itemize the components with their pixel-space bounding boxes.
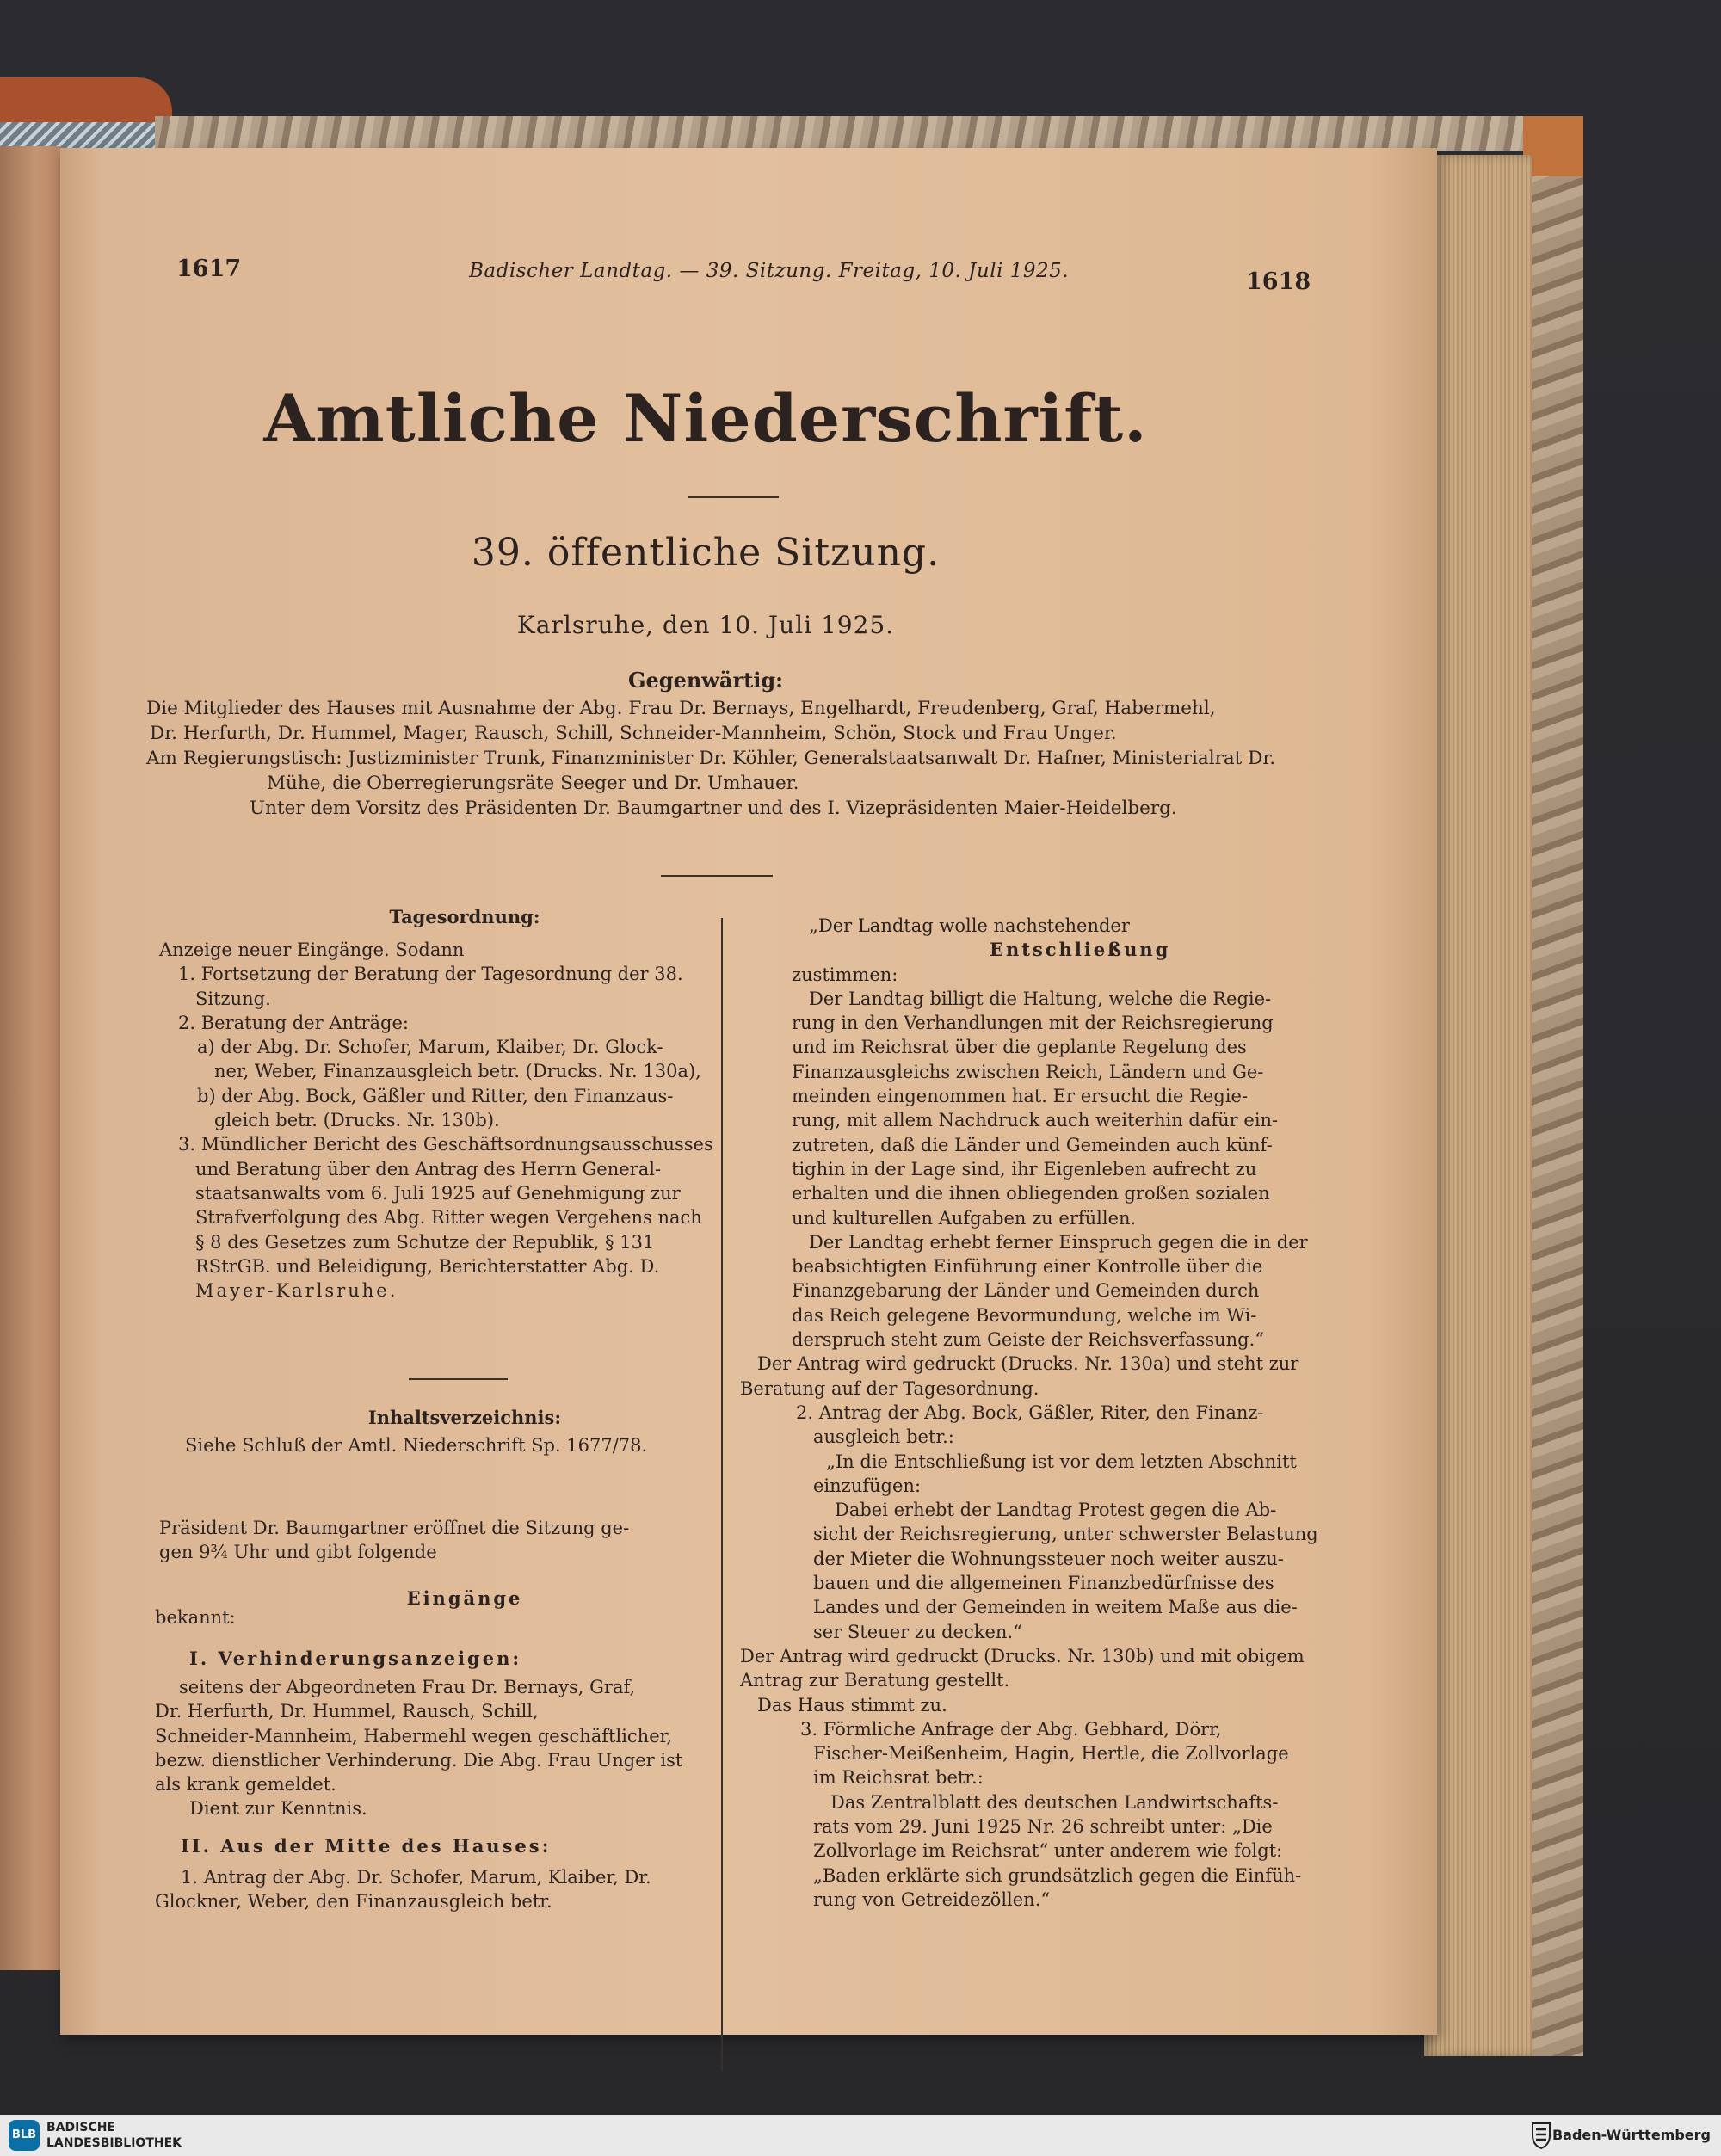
right-line: Der Antrag wird gedruckt (Drucks. Nr. 130b) und mit obigem xyxy=(740,1645,1305,1666)
right-line: Antrag zur Beratung gestellt. xyxy=(740,1670,1010,1691)
agenda-line: gleich betr. (Drucks. Nr. 130b). xyxy=(214,1110,500,1131)
right-line: Landes und der Gemeinden in weitem Maße aus die- xyxy=(813,1597,1298,1618)
bekannt-label: bekannt: xyxy=(155,1607,236,1628)
present-line: Die Mitglieder des Hauses mit Ausnahme der Abg. Frau Dr. Bernays, Engelhardt, Freudenberg, Graf, Habermehl, xyxy=(146,698,1216,719)
section-1-body xyxy=(155,1675,766,1821)
right-line: 2. Antrag der Abg. Bock, Gäßler, Riter, den Finanz- xyxy=(796,1401,1264,1423)
agenda-line: und Beratung über den Antrag des Herrn General- xyxy=(195,1158,662,1180)
right-line: zutreten, daß die Länder und Gemeinden auch künf- xyxy=(792,1134,1273,1155)
present-line: Mühe, die Oberregierungsräte Seeger und Dr. Umhauer. xyxy=(267,773,799,794)
section-1-line: Schneider-Mannheim, Habermehl wegen geschäftlicher, xyxy=(155,1725,673,1746)
right-column xyxy=(740,914,1360,1912)
agenda-line: § 8 des Gesetzes zum Schutze der Republik, § 131 xyxy=(195,1231,655,1253)
toc-heading: Inhaltsverzeichnis: xyxy=(367,1407,562,1428)
right-line: 3. Förmliche Anfrage der Abg. Gebhard, Dörr, xyxy=(800,1718,1222,1740)
right-line: das Reich gelegene Bevormundung, welche im Wi- xyxy=(792,1304,1257,1326)
agenda-line: Mayer-Karlsruhe. xyxy=(195,1280,398,1302)
right-line: tighin in der Lage sind, ihr Eigenleben aufrecht zu xyxy=(792,1158,1257,1180)
right-line: Der Antrag wird gedruckt (Drucks. Nr. 130a) und steht zur xyxy=(757,1353,1299,1375)
agenda-line: 1. Fortsetzung der Beratung der Tagesordnung der 38. xyxy=(178,964,683,985)
book-cover-corner xyxy=(1523,116,1583,176)
page-title: Amtliche Niederschrift. xyxy=(263,380,1148,457)
right-line: ser Steuer zu decken.“ xyxy=(813,1621,1022,1642)
right-line: Finanzgebarung der Länder und Gemeinden durch xyxy=(792,1280,1260,1302)
agenda-line: b) der Abg. Bock, Gäßler und Ritter, den Finanzaus- xyxy=(197,1085,674,1106)
right-line: meinden eingenommen hat. Er ersucht die Regie- xyxy=(792,1086,1249,1107)
right-line: „Baden erklärte sich grundsätzlich gegen die Einfüh- xyxy=(813,1864,1302,1886)
right-line: bauen und die allgemeinen Finanzbedürfnisse des xyxy=(813,1573,1274,1594)
right-line: Dabei erhebt der Landtag Protest gegen die Ab- xyxy=(835,1500,1277,1521)
agenda-line: ner, Weber, Finanzausgleich betr. (Drucks. Nr. 130a), xyxy=(214,1061,701,1082)
agenda-line: staatsanwalts vom 6. Juli 1925 auf Genehmigung zur xyxy=(195,1182,681,1204)
toc-line: Siehe Schluß der Amtl. Niederschrift Sp. 1677/78. xyxy=(185,1435,648,1456)
present-line: Am Regierungstisch: Justizminister Trunk, Finanzminister Dr. Köhler, Generalstaatsanwalt Dr. Hafner, Ministerialrat Dr. xyxy=(146,748,1276,769)
present-block xyxy=(146,696,1368,821)
right-line: derspruch steht zum Geiste der Reichsverfassung.“ xyxy=(792,1329,1265,1351)
opening-paragraph xyxy=(159,1516,762,1565)
book-cover-edge xyxy=(1532,120,1583,2056)
right-line: Das Zentralblatt des deutschen Landwirtschafts- xyxy=(830,1791,1279,1813)
present-line: Dr. Herfurth, Dr. Hummel, Mager, Rausch, Schill, Schneider-Mannheim, Schön, Stock und Frau Unger. xyxy=(150,723,1117,744)
right-page-number: 1618 xyxy=(1246,268,1311,295)
book-cover-top xyxy=(155,116,1549,151)
document-page xyxy=(60,148,1437,2035)
right-line: und kulturellen Aufgaben zu erfüllen. xyxy=(792,1207,1137,1229)
right-line: Der Landtag billigt die Haltung, welche die Regie- xyxy=(809,988,1272,1009)
right-line: Zollvorlage im Reichsrat“ unter anderem wie folgt: xyxy=(813,1840,1283,1862)
agenda-line: RStrGB. und Beleidigung, Berichterstatter Abg. D. xyxy=(195,1255,660,1277)
right-line: einzufügen: xyxy=(813,1475,922,1496)
section-2-heading: II. Aus der Mitte des Hauses: xyxy=(181,1835,552,1857)
agenda-line: Sitzung. xyxy=(195,988,271,1009)
library-logo: BLB xyxy=(9,2120,40,2151)
right-line: im Reichsrat betr.: xyxy=(813,1767,984,1789)
page-edges xyxy=(1424,155,1532,2056)
right-line: Das Haus stimmt zu. xyxy=(757,1694,947,1716)
left-page-number: 1617 xyxy=(176,256,242,282)
right-line: rung, mit allem Nachdruck auch weiterhin dafür ein- xyxy=(792,1110,1279,1131)
column-rule xyxy=(409,1378,508,1380)
library-name-line2: LANDESBIBLIOTHEK xyxy=(46,2136,182,2150)
right-line: rung in den Verhandlungen mit der Reichsregierung xyxy=(792,1013,1274,1034)
column-divider xyxy=(721,918,723,2071)
resolution-intro: „Der Landtag wolle nachstehender xyxy=(809,915,1130,936)
section-1-line: bezw. dienstlicher Verhinderung. Die Abg. Frau Unger ist xyxy=(155,1749,683,1771)
right-line: rung von Getreidezöllen.“ xyxy=(813,1888,1051,1910)
right-line: Beratung auf der Tagesordnung. xyxy=(740,1377,1039,1399)
right-line: sicht der Reichsregierung, unter schwerster Belastung xyxy=(813,1524,1318,1545)
section-2-line: Glockner, Weber, den Finanzausgleich betr. xyxy=(155,1891,552,1913)
right-line: erhalten und die ihnen obliegenden großen sozialen xyxy=(792,1183,1270,1204)
agenda-line: a) der Abg. Dr. Schofer, Marum, Klaiber, Dr. Glock- xyxy=(197,1037,663,1058)
section-1-line: seitens der Abgeordneten Frau Dr. Bernays, Graf, xyxy=(179,1677,636,1697)
title-rule xyxy=(688,496,779,498)
resolution-heading: Entschließung xyxy=(990,939,1171,961)
agenda-heading: Tagesordnung: xyxy=(389,906,540,927)
section-1-line: als krank gemeldet. xyxy=(155,1774,336,1796)
agenda-line: Strafverfolgung des Abg. Ritter wegen Vergehens nach xyxy=(195,1207,702,1229)
present-line: Unter dem Vorsitz des Präsidenten Dr. Baumgartner und des I. Vizepräsidenten Maier-Heidelberg. xyxy=(250,798,1177,819)
section-rule xyxy=(661,875,773,877)
section-2-body xyxy=(155,1865,766,1914)
agenda-line: 3. Mündlicher Bericht des Geschäftsordnungsausschusses xyxy=(178,1134,713,1155)
coat-of-arms-icon xyxy=(1530,2122,1552,2149)
opening-line: Präsident Dr. Baumgartner eröffnet die Sitzung ge- xyxy=(159,1518,630,1538)
facing-page-edge xyxy=(0,146,60,1970)
right-line: und im Reichsrat über die geplante Regelung des xyxy=(792,1037,1247,1058)
right-line: Fischer-Meißenheim, Hagin, Hertle, die Zollvorlage xyxy=(813,1743,1289,1765)
library-name-line1: BADISCHE xyxy=(46,2121,115,2134)
right-line: „In die Entschließung ist vor dem letzten Abschnitt xyxy=(826,1451,1297,1472)
section-1-heading: I. Verhinderungsanzeigen: xyxy=(189,1648,522,1669)
right-line: Finanzausgleichs zwischen Reich, Ländern und Ge- xyxy=(792,1061,1264,1082)
right-line: beabsichtigten Einführung einer Kontrolle über die xyxy=(792,1256,1263,1278)
present-label: Gegenwärtig: xyxy=(628,668,783,693)
opening-line: gen 9¾ Uhr und gibt folgende xyxy=(159,1542,437,1563)
agenda-line: Anzeige neuer Eingänge. Sodann xyxy=(159,939,465,960)
section-1-line: Dient zur Kenntnis. xyxy=(189,1798,367,1820)
right-line: rats vom 29. Juni 1925 Nr. 26 schreibt unter: „Die xyxy=(813,1815,1273,1837)
session-title: 39. öffentliche Sitzung. xyxy=(471,531,941,575)
right-line: der Mieter die Wohnungssteuer noch weiter auszu- xyxy=(813,1548,1284,1569)
running-title: Badischer Landtag. — 39. Sitzung. Freitag, 10. Juli 1925. xyxy=(469,260,1070,282)
library-name xyxy=(46,2120,182,2151)
place-date: Karlsruhe, den 10. Juli 1925. xyxy=(516,611,895,639)
right-line: zustimmen: xyxy=(792,964,898,985)
footer-bar xyxy=(0,2115,1721,2156)
bookmark-ribbon xyxy=(0,77,172,129)
eingaenge-heading: Eingänge xyxy=(406,1587,523,1609)
section-2-line: 1. Antrag der Abg. Dr. Schofer, Marum, Klaiber, Dr. xyxy=(181,1867,651,1888)
section-1-line: Dr. Herfurth, Dr. Hummel, Rausch, Schill, xyxy=(155,1701,539,1722)
agenda-list xyxy=(159,938,762,1303)
state-name: Baden-Württemberg xyxy=(1551,2127,1711,2143)
agenda-line: 2. Beratung der Anträge: xyxy=(178,1012,409,1033)
right-line: Der Landtag erhebt ferner Einspruch gegen die in der xyxy=(809,1231,1308,1253)
right-line: ausgleich betr.: xyxy=(813,1426,954,1448)
